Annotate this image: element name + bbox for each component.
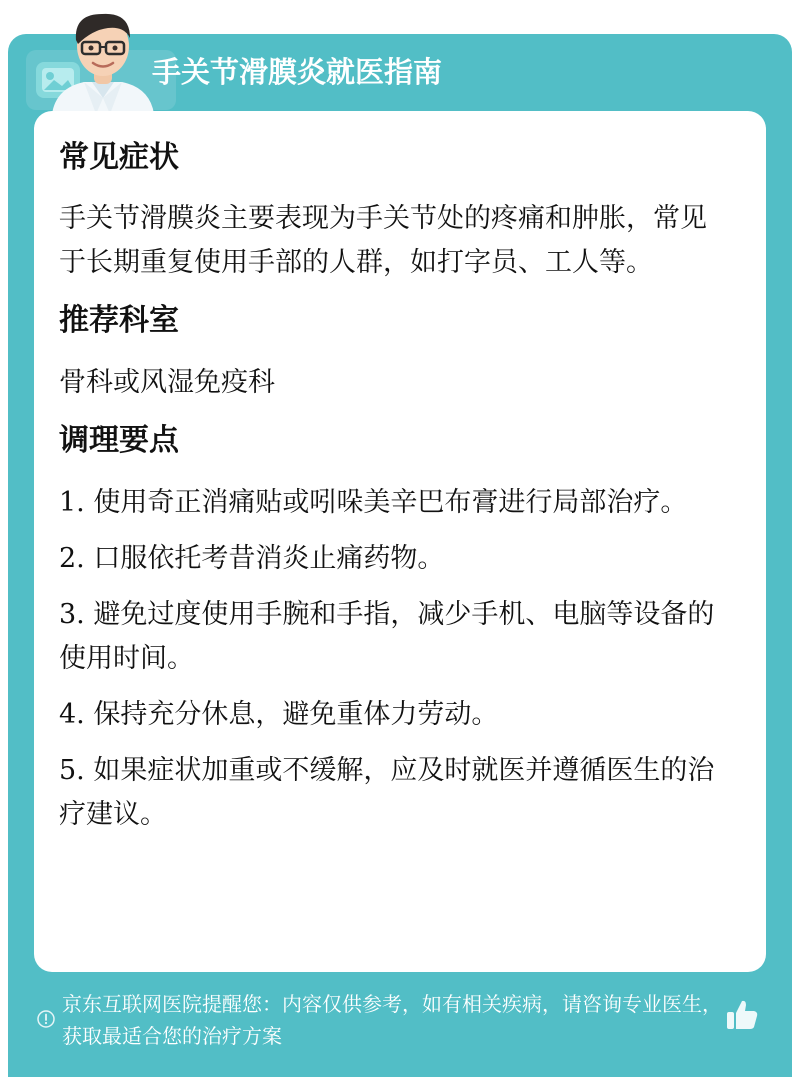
card-content xyxy=(59,136,729,849)
list-item xyxy=(59,693,729,737)
section-body-symptoms: 手关节滑膜炎主要表现为手关节处的疼痛和肿胀，常见于长期重复使用手部的人群，如打字员、工人等。 xyxy=(59,203,707,278)
list-item-text: 使用奇正消痛贴或吲哚美辛巴布膏进行局部治疗。 xyxy=(93,487,688,518)
list-item-number: 4. xyxy=(59,699,85,730)
list-item-text: 如果症状加重或不缓解，应及时就医并遵循医生的治疗建议。 xyxy=(59,755,715,830)
disclaimer-text: 京东互联网医院提醒您：内容仅供参考，如有相关疾病，请咨询专业医生，获取最适合您的治疗方案 xyxy=(62,992,722,1048)
list-item-text: 口服依托考昔消炎止痛药物。 xyxy=(93,543,445,574)
list-item xyxy=(59,593,729,681)
list-item-number: 3. xyxy=(59,599,85,630)
list-item-number: 1. xyxy=(59,487,85,518)
content-card xyxy=(34,111,766,972)
list-item xyxy=(59,749,729,837)
list-item-text: 保持充分休息，避免重体力劳动。 xyxy=(93,699,499,730)
section-body-department: 骨科或风湿免疫科 xyxy=(59,367,275,398)
thumbs-up-icon[interactable] xyxy=(723,996,761,1034)
list-item-text: 避免过度使用手腕和手指，减少手机、电脑等设备的使用时间。 xyxy=(59,599,715,674)
info-icon xyxy=(36,1009,56,1029)
section-title-care-tips: 调理要点 xyxy=(59,423,179,458)
doctor-avatar xyxy=(44,6,162,114)
list-item xyxy=(59,481,729,525)
list-item xyxy=(59,537,729,581)
list-item-number: 2. xyxy=(59,543,85,574)
list-item-number: 5. xyxy=(59,755,85,786)
section-title-department: 推荐科室 xyxy=(59,303,179,338)
page-title: 手关节滑膜炎就医指南 xyxy=(152,55,443,89)
care-tips-list xyxy=(59,481,729,837)
section-title-symptoms: 常见症状 xyxy=(59,140,179,175)
